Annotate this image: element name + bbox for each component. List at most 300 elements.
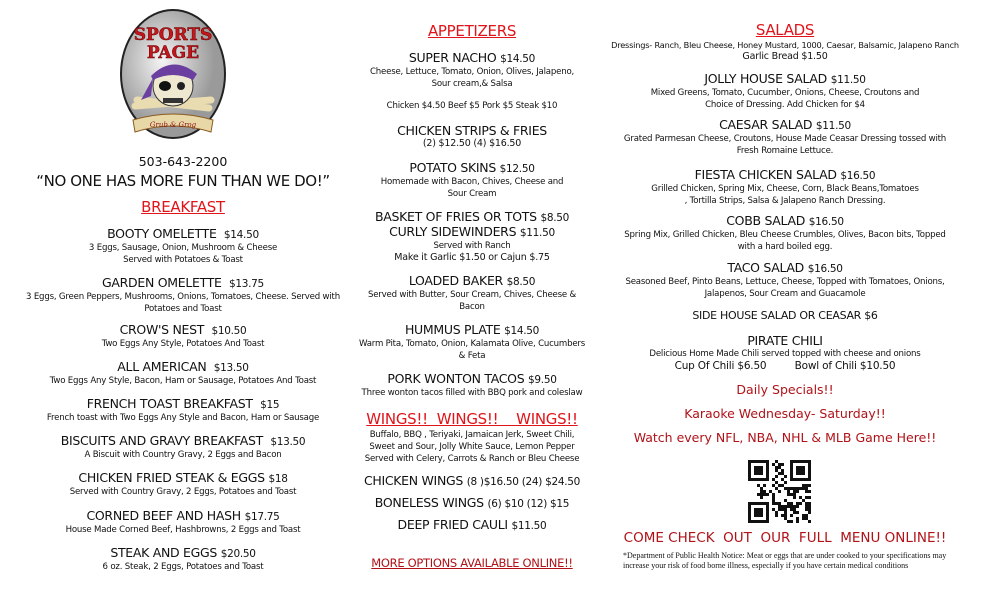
qr-module: [766, 493, 769, 496]
svg-text:Grub & Grog: Grub & Grog: [149, 121, 197, 129]
more-options-link[interactable]: MORE OPTIONS AVAILABLE ONLINE!!: [371, 556, 573, 570]
qr-module: [781, 514, 784, 517]
item-price: $9.50: [528, 374, 557, 386]
qr-module: [793, 478, 796, 481]
item-desc: 6 oz. Steak, 2 Eggs, Potatoes and Toast: [102, 562, 264, 572]
qr-module: [808, 505, 811, 508]
item-desc: 3 Eggs, Sausage, Onion, Mushroom & Cheese: [88, 243, 278, 253]
qr-module: [790, 493, 793, 496]
qr-module: [772, 493, 775, 496]
qr-module: [784, 475, 787, 478]
qr-module: [757, 508, 760, 511]
garlic-bread: Garlic Bread $1.50: [742, 51, 828, 62]
menu-item: [347, 51, 597, 90]
online-menu-callout[interactable]: COME CHECK OUT OUR FULL MENU ONLINE!!: [623, 530, 947, 546]
qr-module: [778, 484, 781, 487]
qr-module: [772, 478, 775, 481]
qr-module: [763, 502, 766, 505]
qr-module: [808, 478, 811, 481]
qr-module: [772, 484, 775, 487]
qr-module: [754, 478, 757, 481]
item-desc: Sour Cream: [447, 189, 497, 199]
item-desc: Warm Pita, Tomato, Onion, Kalamata Olive, Cucumbers: [358, 339, 586, 349]
qr-module: [760, 514, 763, 517]
sports-promo: Watch every NFL, NBA, NHL & MLB Game Here!!: [633, 430, 937, 445]
item-desc: Sweet and Sour, Jolly White Sauce, Lemon Pepper: [369, 442, 575, 452]
item-desc: Choice of Dressing. Add Chicken for $4: [705, 100, 865, 110]
svg-text:SPORTS: SPORTS: [133, 25, 213, 45]
qr-module: [790, 469, 793, 472]
qr-module: [808, 469, 811, 472]
menu-item: [347, 225, 597, 264]
qr-module: [775, 481, 778, 484]
qr-module: [766, 508, 769, 511]
appetizers-heading: APPETIZERS: [427, 22, 517, 40]
qr-module: [799, 469, 802, 472]
qr-module: [796, 517, 799, 520]
qr-module: [790, 505, 793, 508]
qr-module: [781, 478, 784, 481]
pirate-chili: [605, 334, 965, 373]
qr-module: [754, 469, 757, 472]
menu-item: [347, 496, 597, 511]
menu-item: [347, 474, 597, 489]
item-name: COBB SALAD: [726, 213, 806, 228]
menu-item: [347, 518, 597, 533]
qr-module: [787, 502, 790, 505]
qr-module: [802, 499, 805, 502]
health-notice: [623, 551, 965, 571]
qr-module: [763, 484, 766, 487]
qr-module: [748, 517, 751, 520]
item-price: $11.50: [519, 227, 555, 239]
qr-module: [766, 472, 769, 475]
qr-module: [766, 511, 769, 514]
item-price: $16.50: [807, 263, 843, 275]
item-price: (6) $10 (12) $15: [487, 498, 570, 510]
item-name: CURLY SIDEWINDERS: [389, 224, 517, 239]
item-name: BASKET OF FRIES OR TOTS: [374, 209, 537, 224]
menu-item: [18, 434, 348, 461]
karaoke-promo: Karaoke Wednesday- Saturday!!: [684, 406, 886, 421]
item-name: BISCUITS AND GRAVY BREAKFAST: [60, 433, 263, 448]
qr-module: [790, 466, 793, 469]
qr-module: [802, 472, 805, 475]
qr-module: [748, 472, 751, 475]
notice-line: increase your risk of food borne illness, especially if you have certain medical conditions: [623, 561, 909, 570]
qr-module: [760, 511, 763, 514]
qr-module: [793, 508, 796, 511]
qr-module: [796, 505, 799, 508]
qr-module: [763, 478, 766, 481]
item-price: $8.50: [540, 212, 570, 224]
qr-module: [805, 484, 808, 487]
item-desc: French toast with Two Eggs Any Style and Bacon, Ham or Sausage: [46, 413, 320, 423]
qr-module: [784, 487, 787, 490]
menu-item: [18, 471, 348, 498]
salads-column: [605, 0, 965, 598]
dressings: Dressings- Ranch, Bleu Cheese, Honey Mustard, 1000, Caesar, Balsamic, Jalapeno Ranch: [611, 40, 959, 50]
item-desc: Homemade with Bacon, Chives, Cheese and: [380, 177, 564, 187]
phone-number: 503-643-2200: [138, 154, 228, 169]
qr-module: [754, 511, 757, 514]
menu-item: [347, 124, 597, 150]
qr-module: [796, 460, 799, 463]
qr-module: [808, 460, 811, 463]
qr-module: [757, 466, 760, 469]
qr-module: [802, 469, 805, 472]
item-price: $8.50: [506, 276, 536, 288]
item-desc: Two Eggs Any Style, Potatoes And Toast: [101, 339, 265, 349]
qr-module: [808, 484, 811, 487]
item-price: $16.50: [840, 170, 876, 182]
qr-module: [784, 499, 787, 502]
qr-module: [748, 469, 751, 472]
wings-heading: WINGS!! WINGS!! WINGS!!: [366, 410, 578, 428]
qr-module: [778, 463, 781, 466]
item-desc: House Made Corned Beef, Hashbrowns, 2 Eggs and Toast: [65, 525, 301, 535]
qr-module: [790, 487, 793, 490]
qr-module: [775, 460, 778, 463]
qr-module: [757, 502, 760, 505]
qr-module: [760, 520, 763, 523]
qr-module: [757, 472, 760, 475]
qr-module: [778, 505, 781, 508]
qr-module: [802, 466, 805, 469]
qr-module: [802, 478, 805, 481]
notice-line: *Department of Public Health Notice: Meat or eggs that are under cooked to your specifications may: [623, 551, 947, 560]
item-desc: with a hard boiled egg.: [737, 242, 833, 252]
item-price: $14.50: [223, 229, 259, 241]
qr-module: [754, 520, 757, 523]
item-desc: Make it Garlic $1.50 or Cajun $.75: [394, 252, 550, 263]
item-name: CHICKEN STRIPS & FRIES: [397, 123, 547, 138]
side-salad: SIDE HOUSE SALAD OR CEASAR $6: [692, 309, 878, 322]
qr-module: [766, 463, 769, 466]
qr-module: [748, 463, 751, 466]
qr-module: [763, 460, 766, 463]
salads-heading: SALADS: [755, 21, 815, 39]
qr-module: [772, 463, 775, 466]
qr-module: [796, 487, 799, 490]
item-name: BOOTY OMELETTE: [107, 226, 217, 241]
qr-module: [808, 463, 811, 466]
qr-module: [808, 502, 811, 505]
menu-item: [605, 118, 965, 157]
menu-item: [605, 261, 965, 300]
qr-module: [790, 463, 793, 466]
qr-module: [748, 514, 751, 517]
item-name: ALL AMERICAN: [117, 359, 207, 374]
qr-module: [787, 490, 790, 493]
qr-module: [775, 469, 778, 472]
qr-module: [808, 466, 811, 469]
item-desc: Sour cream,& Salsa: [431, 79, 513, 89]
qr-module: [748, 508, 751, 511]
qr-module: [805, 505, 808, 508]
qr-module: [766, 514, 769, 517]
menu-item: [605, 214, 965, 253]
item-name: POTATO SKINS: [409, 160, 496, 175]
qr-module: [760, 466, 763, 469]
item-price: $12.50: [499, 163, 535, 175]
item-desc: Served with Celery, Carrots & Ranch or Bleu Cheese: [364, 454, 580, 464]
qr-module: [805, 496, 808, 499]
item-price: $20.50: [220, 548, 256, 560]
qr-module: [781, 463, 784, 466]
item-name: HUMMUS PLATE: [404, 322, 501, 337]
qr-module: [772, 502, 775, 505]
menu-item: [347, 161, 597, 200]
qr-module: [751, 502, 754, 505]
item-price: (2) $12.50 (4) $16.50: [422, 138, 522, 149]
qr-module: [778, 490, 781, 493]
bowl-price: Bowl of Chili $10.50: [794, 360, 896, 372]
qr-module: [790, 514, 793, 517]
qr-module: [796, 490, 799, 493]
item-price: $14.50: [504, 325, 540, 337]
cup-price: Cup Of Chili $6.50: [674, 360, 767, 372]
qr-module: [760, 496, 763, 499]
item-desc: A Biscuit with Country Gravy, 2 Eggs and Bacon: [84, 450, 282, 460]
qr-module: [766, 478, 769, 481]
item-price: $10.50: [211, 325, 247, 337]
item-name: CHICKEN FRIED STEAK & EGGS: [78, 470, 265, 485]
item-price: $17.75: [244, 511, 280, 523]
qr-module: [802, 460, 805, 463]
item-desc: Fresh Romaine Lettuce.: [736, 146, 834, 156]
svg-text:PAGE: PAGE: [146, 43, 200, 63]
qr-module: [781, 472, 784, 475]
item-name: FRENCH TOAST BREAKFAST: [86, 396, 253, 411]
menu-item: [18, 360, 348, 387]
qr-module: [778, 472, 781, 475]
qr-module: [772, 508, 775, 511]
qr-module: [799, 460, 802, 463]
qr-module: [796, 511, 799, 514]
qr-module: [748, 478, 751, 481]
menu-item: [347, 323, 597, 362]
item-desc: Bacon: [459, 302, 485, 312]
qr-module: [784, 517, 787, 520]
menu-item: [347, 372, 597, 399]
qr-module: [796, 520, 799, 523]
menu-item: [18, 276, 348, 315]
item-price: $13.75: [229, 278, 264, 290]
menu-item: [347, 274, 597, 313]
item-desc: Potatoes and Toast: [144, 304, 222, 314]
qr-module: [808, 475, 811, 478]
qr-module: [793, 505, 796, 508]
qr-module: [760, 502, 763, 505]
qr-module: [763, 520, 766, 523]
item-name: JOLLY HOUSE SALAD: [704, 71, 827, 86]
item-desc: Mixed Greens, Tomato, Cucumber, Onions, Cheese, Croutons and: [650, 88, 920, 98]
breakfast-heading: BREAKFAST: [141, 198, 225, 216]
qr-module: [766, 517, 769, 520]
qr-module: [760, 490, 763, 493]
qr-module: [748, 505, 751, 508]
sports-page-logo: [113, 8, 233, 142]
qr-module: [796, 469, 799, 472]
qr-module: [793, 487, 796, 490]
qr-module: [754, 460, 757, 463]
qr-module: [757, 520, 760, 523]
item-price: $18: [268, 473, 288, 485]
item-desc: Delicious Home Made Chili served topped with cheese and onions: [649, 349, 921, 359]
qr-module: [787, 487, 790, 490]
qr-module: [790, 475, 793, 478]
qr-module: [799, 496, 802, 499]
qr-module: [793, 493, 796, 496]
menu-item: [18, 227, 348, 266]
item-price: $13.50: [213, 362, 249, 374]
qr-module: [793, 511, 796, 514]
qr-module: [790, 520, 793, 523]
qr-module: [754, 508, 757, 511]
item-name: CHICKEN WINGS: [363, 473, 464, 488]
qr-module: [748, 520, 751, 523]
qr-module: [775, 514, 778, 517]
qr-module: [757, 484, 760, 487]
qr-module: [799, 466, 802, 469]
qr-module: [790, 472, 793, 475]
menu-item: [347, 210, 597, 225]
item-price: $11.50: [511, 520, 547, 532]
item-price: $11.50: [830, 74, 866, 86]
qr-module: [760, 460, 763, 463]
qr-module: [754, 472, 757, 475]
item-name: PORK WONTON TACOS: [387, 371, 525, 386]
qr-module: [751, 478, 754, 481]
qr-module: [787, 520, 790, 523]
qr-module: [748, 460, 751, 463]
item-desc: Cheese, Lettuce, Tomato, Onion, Olives, Jalapeno,: [369, 67, 575, 77]
nacho-addons: Chicken $4.50 Beef $5 Pork $5 Steak $10: [386, 101, 558, 111]
qr-module: [775, 487, 778, 490]
qr-module: [799, 502, 802, 505]
qr-module: [790, 478, 793, 481]
qr-module: [757, 460, 760, 463]
qr-module: [808, 472, 811, 475]
qr-module: [766, 469, 769, 472]
qr-module: [763, 490, 766, 493]
qr-module: [775, 475, 778, 478]
qr-module: [760, 508, 763, 511]
qr-module: [784, 508, 787, 511]
item-price: (8 )$16.50 (24) $24.50: [466, 476, 581, 488]
qr-module: [769, 490, 772, 493]
qr-module: [802, 484, 805, 487]
item-desc: Seasoned Beef, Pinto Beans, Lettuce, Cheese, Topped with Tomatoes, Onions,: [625, 277, 945, 287]
qr-module: [757, 478, 760, 481]
breakfast-column: [18, 0, 348, 598]
qr-module: [766, 505, 769, 508]
qr-module: [766, 466, 769, 469]
slogan: “NO ONE HAS MORE FUN THAN WE DO!”: [36, 172, 330, 190]
qr-module: [805, 508, 808, 511]
qr-module: [754, 514, 757, 517]
menu-item: [18, 323, 348, 350]
qr-module: [748, 502, 751, 505]
item-name: TACO SALAD: [727, 260, 805, 275]
item-desc: Spring Mix, Grilled Chicken, Bleu Cheese Crumbles, Olives, Bacon bits, Topped: [624, 230, 946, 240]
item-name: CORNED BEEF AND HASH: [86, 508, 241, 523]
qr-module: [760, 472, 763, 475]
qr-module: [766, 475, 769, 478]
qr-module: [757, 493, 760, 496]
qr-module: [766, 502, 769, 505]
menu-item: [18, 397, 348, 424]
qr-module: [796, 478, 799, 481]
qr-module: [805, 517, 808, 520]
qr-module: [799, 472, 802, 475]
qr-module: [766, 460, 769, 463]
qr-module: [787, 505, 790, 508]
qr-module: [748, 475, 751, 478]
qr-module: [790, 508, 793, 511]
qr-module: [778, 508, 781, 511]
qr-module: [796, 472, 799, 475]
qr-module: [760, 478, 763, 481]
qr-module: [784, 511, 787, 514]
qr-module: [808, 496, 811, 499]
menu-item: [605, 168, 965, 207]
item-name: GARDEN OMELETTE: [102, 275, 222, 290]
qr-module: [805, 514, 808, 517]
qr-code[interactable]: [748, 460, 811, 523]
qr-module: [781, 484, 784, 487]
menu-item: [605, 72, 965, 111]
menu-item: [18, 546, 348, 573]
item-desc: , Tortilla Strips, Salsa & Jalapeno Ranch Dressing.: [684, 196, 886, 206]
qr-module: [748, 511, 751, 514]
qr-module: [748, 466, 751, 469]
item-desc: Two Eggs Any Style, Bacon, Ham or Sausage, Potatoes And Toast: [49, 376, 317, 386]
item-desc: Served with Ranch: [433, 241, 511, 251]
wings-flavors: [347, 429, 597, 465]
qr-module: [796, 502, 799, 505]
qr-module: [772, 499, 775, 502]
item-name: CROW'S NEST: [119, 322, 205, 337]
item-price: $16.50: [808, 216, 844, 228]
qr-module: [805, 460, 808, 463]
item-name: STEAK AND EGGS: [110, 545, 218, 560]
qr-module: [793, 496, 796, 499]
qr-module: [775, 511, 778, 514]
qr-module: [802, 514, 805, 517]
item-name: SUPER NACHO: [408, 50, 497, 65]
item-desc: Served with Potatoes & Toast: [123, 255, 243, 265]
qr-module: [778, 466, 781, 469]
item-desc: Buffalo, BBQ , Teriyaki, Jamaican Jerk, Sweet Chili,: [369, 430, 575, 440]
item-desc: Grilled Chicken, Spring Mix, Cheese, Corn, Black Beans,Tomatoes: [651, 184, 919, 194]
qr-module: [775, 502, 778, 505]
qr-module: [808, 511, 811, 514]
qr-module: [796, 466, 799, 469]
qr-module: [760, 469, 763, 472]
item-price: $13.50: [270, 436, 306, 448]
qr-module: [799, 478, 802, 481]
qr-module: [808, 520, 811, 523]
item-desc: Served with Country Gravy, 2 Eggs, Potatoes and Toast: [69, 487, 297, 497]
item-name: LOADED BAKER: [408, 273, 503, 288]
item-price: $15: [260, 399, 280, 411]
qr-module: [808, 508, 811, 511]
qr-module: [799, 487, 802, 490]
item-price: $11.50: [815, 120, 851, 132]
qr-module: [790, 502, 793, 505]
